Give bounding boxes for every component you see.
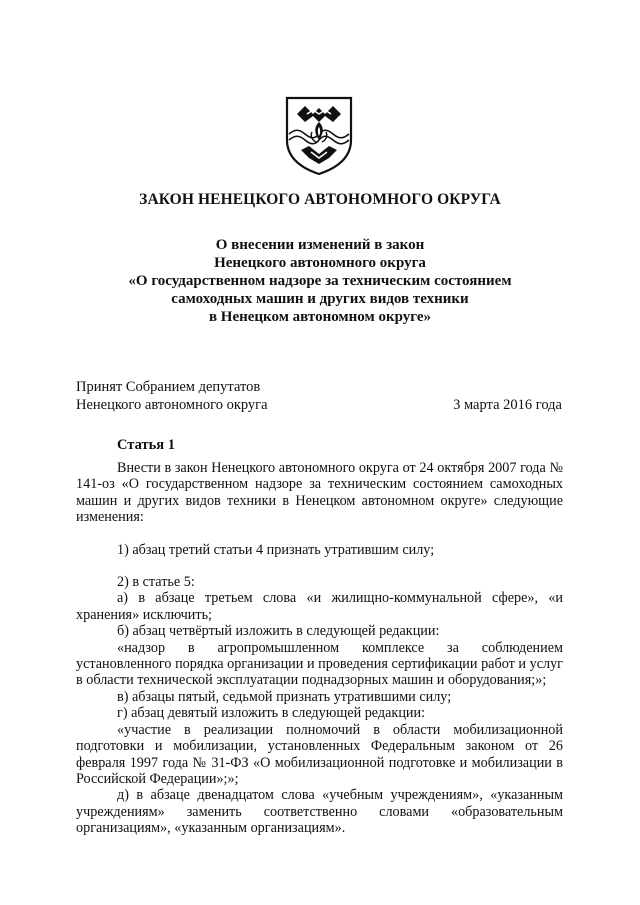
- adoption-line-1: Принят Собранием депутатов: [76, 379, 261, 395]
- item-2v: в) абзацы пятый, седьмой признать утратившими силу;: [117, 688, 452, 705]
- article-heading: Статья 1: [117, 437, 175, 453]
- item-2b-quote: «надзор в агропромышленном комплексе за соблюдением установленного порядка организации и проведения сертификации работ и услуг в области технической эксплуатации поднадзорных машин и оборудования;»;: [76, 639, 563, 689]
- subject-line-2: Ненецкого автономного округа: [214, 255, 426, 271]
- nao-coat-of-arms-icon: [285, 96, 353, 176]
- item-1: 1) абзац третий статьи 4 признать утратившим силу;: [117, 541, 435, 558]
- adoption-body: [76, 378, 268, 414]
- adoption-date: 3 марта 2016 года: [453, 397, 562, 413]
- item-2g-quote: «участие в реализации полномочий в области мобилизационной подготовки и мобилизации, установленных Федеральным законом от 26 февраля 1997 года № 31-ФЗ «О мобилизационной подготовке и мобилизации в Российской Федерации»;»;: [76, 721, 563, 787]
- law-subject: [0, 236, 640, 326]
- item-2d: д) в абзаце двенадцатом слова «учебным учреждениям», «указанным учреждениям» заменить соответственно словами «образовательным организациям», «указанным организациям».: [76, 787, 563, 837]
- article-body: [76, 460, 563, 837]
- law-title: ЗАКОН НЕНЕЦКОГО АВТОНОМНОГО ОКРУГА: [139, 191, 501, 208]
- item-2g: г) абзац девятый изложить в следующей редакции:: [117, 705, 426, 722]
- article-intro: Внести в закон Ненецкого автономного округа от 24 октября 2007 года № 141-оз «О государственном надзоре за техническим состоянием самоходных машин и других видов техники в Ненецком автономном округе» следующие изменения:: [76, 460, 563, 526]
- subject-line-1: О внесении изменений в закон: [215, 237, 425, 253]
- item-2: 2) в статье 5:: [117, 574, 195, 591]
- subject-line-3: «О государственном надзоре за техническим состоянием: [128, 273, 512, 289]
- adoption-line-2: Ненецкого автономного округа: [76, 397, 268, 413]
- subject-line-4: самоходных машин и других видов техники: [171, 291, 469, 307]
- item-2a: а) в абзаце третьем слова «и жилищно-коммунальной сфере», «и хранения» исключить;: [76, 590, 563, 623]
- subject-line-5: в Ненецком автономном округе»: [208, 309, 432, 325]
- item-2b: б) абзац четвёртый изложить в следующей редакции:: [117, 623, 440, 640]
